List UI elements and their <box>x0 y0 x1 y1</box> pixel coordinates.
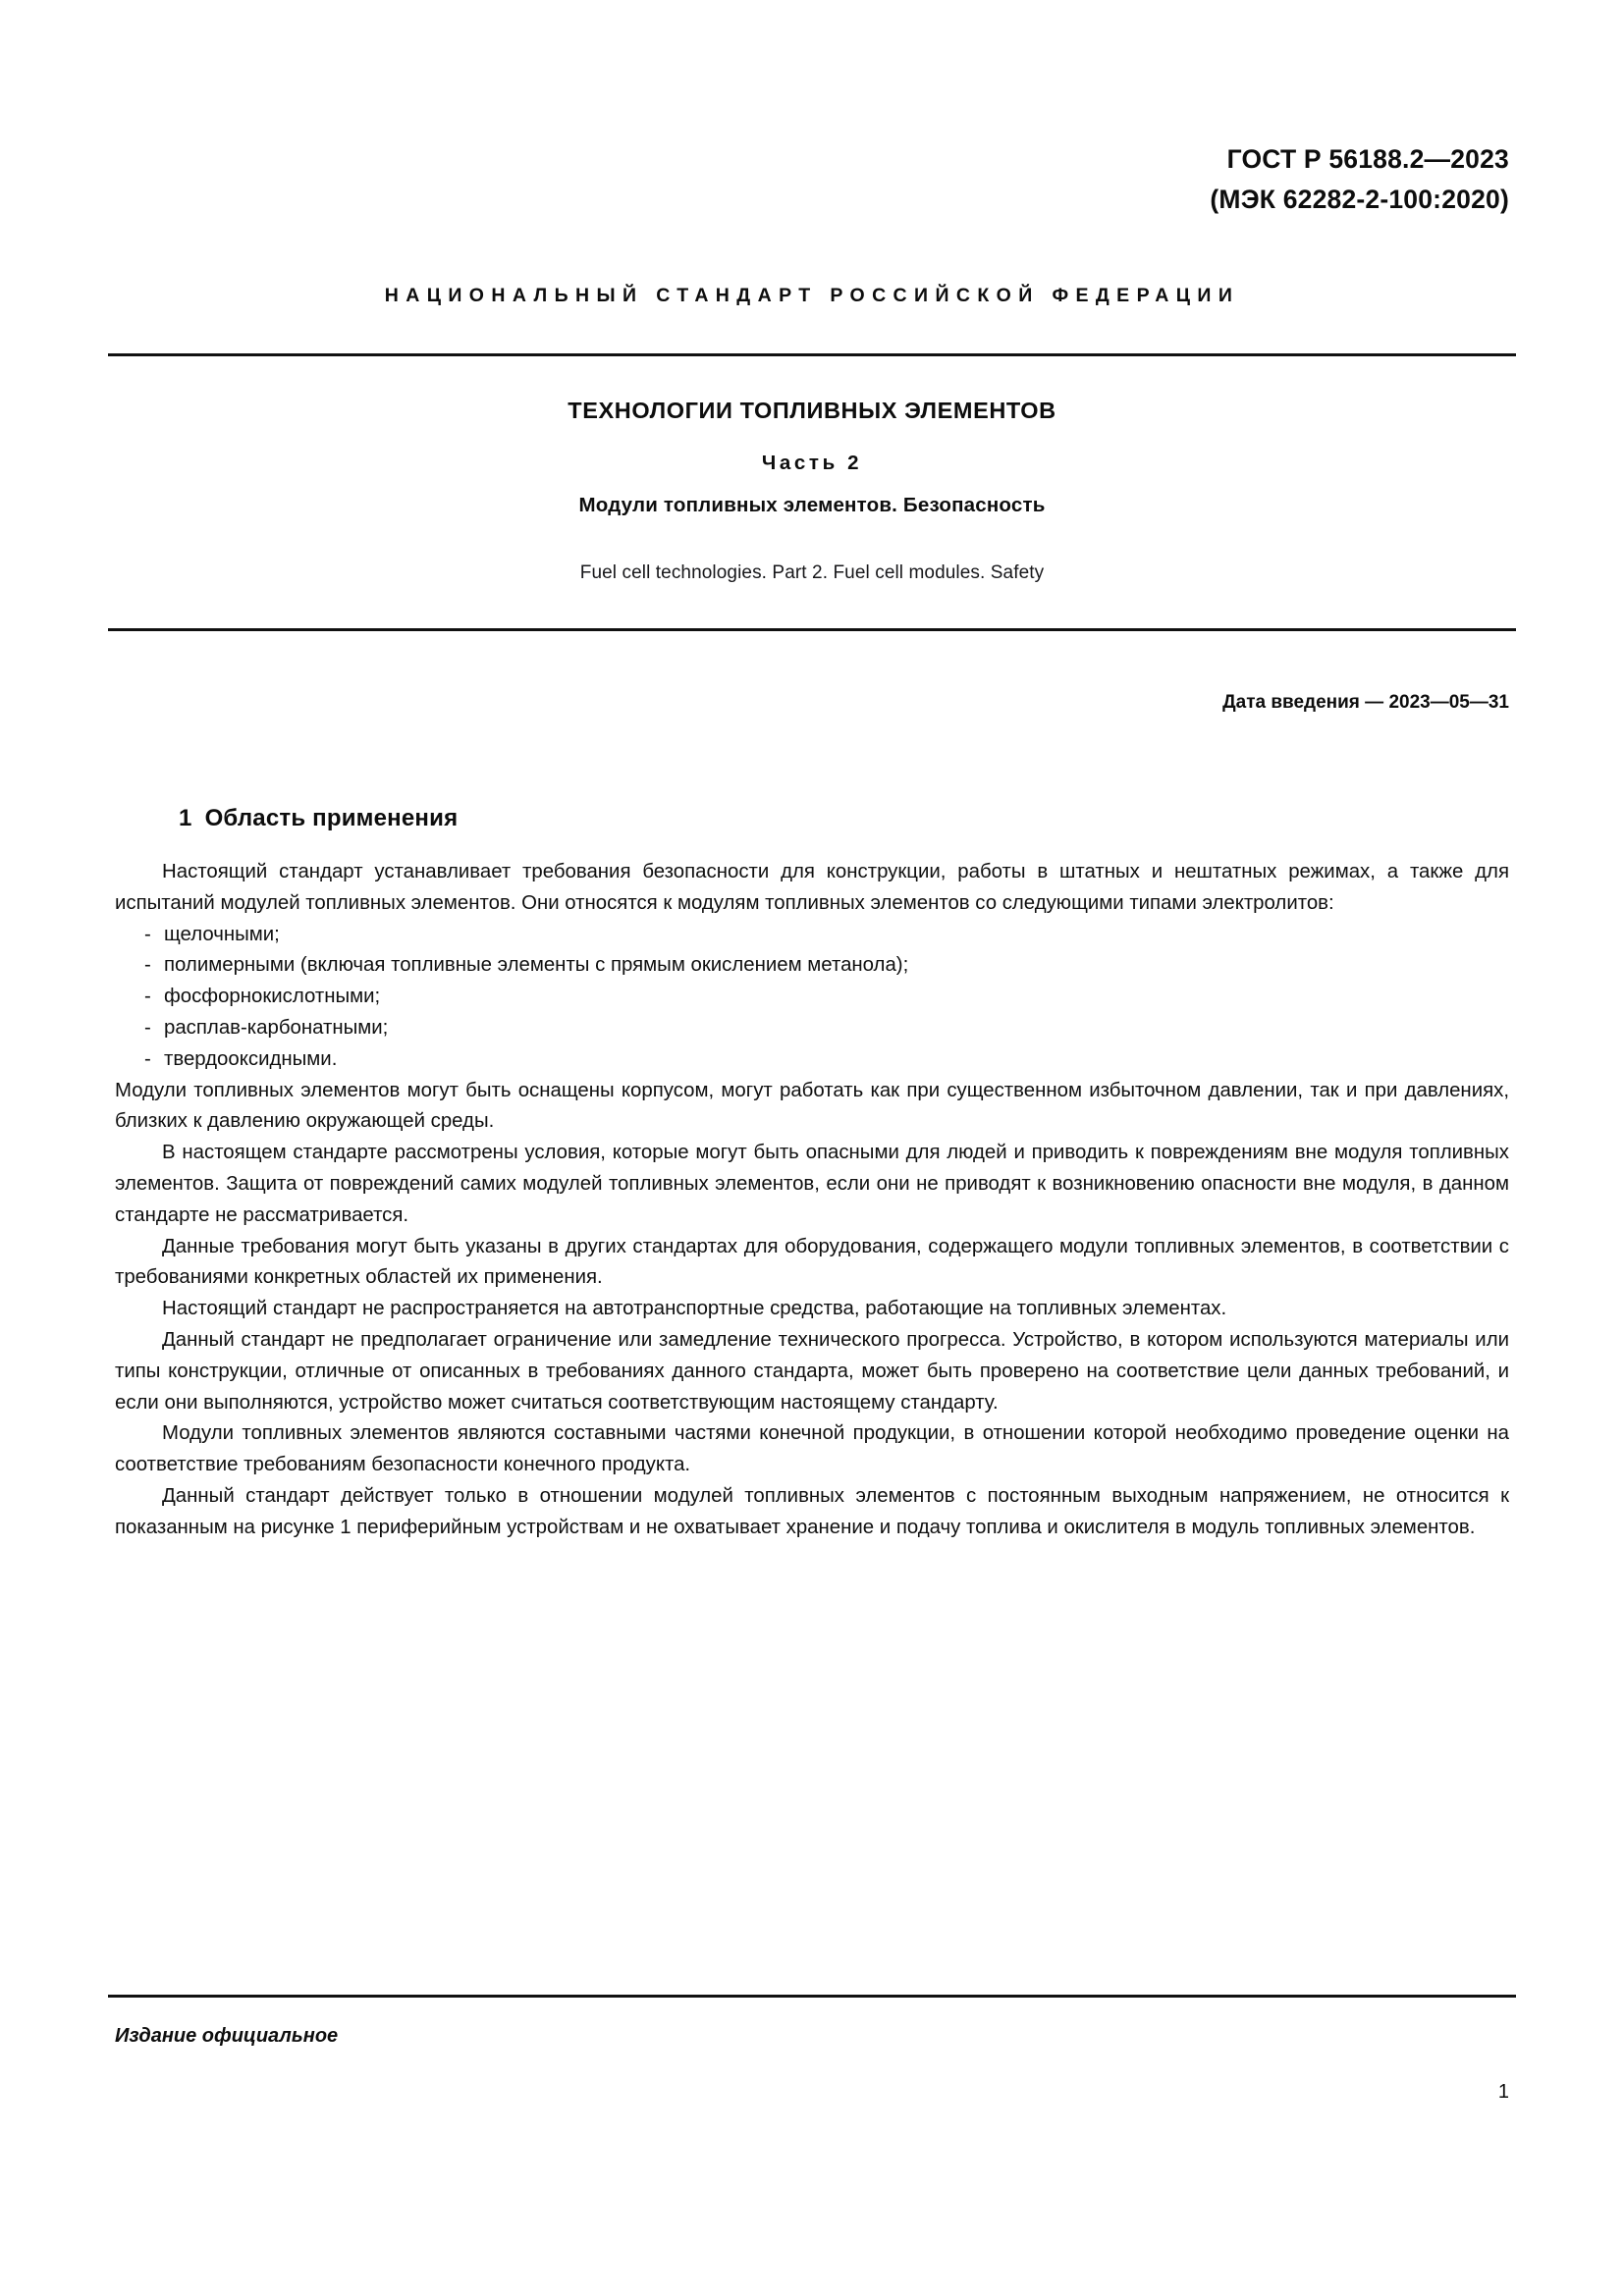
list-item-label: полимерными (включая топливные элементы с прямым окислением метанола); <box>164 954 909 977</box>
list-item-label: твердооксидными. <box>164 1047 338 1070</box>
list-dash: - <box>144 1016 151 1039</box>
list-item <box>115 920 1509 951</box>
paragraph: Модули топливных элементов являются составными частями конечной продукции, в отношении которой необходимо проведение оценки на соответствие требованиям безопасности конечного продукта. <box>115 1422 1509 1476</box>
document-title-english: Fuel cell technologies. Part 2. Fuel cell modules. Safety <box>579 562 1045 583</box>
document-title: ТЕХНОЛОГИИ ТОПЛИВНЫХ ЭЛЕМЕНТОВ <box>568 398 1056 423</box>
list-item <box>115 950 1509 982</box>
list-dash: - <box>144 923 151 945</box>
list-item-label: щелочными; <box>164 923 280 945</box>
paragraph: Настоящий стандарт устанавливает требования безопасности для конструкции, работы в штатных и нештатных режимах, а также для испытаний модулей топливных элементов. Они относятся к модулям топливных элементов со следующими типами электролитов: <box>115 861 1509 914</box>
divider-bottom <box>108 628 1516 631</box>
section-title: Область применения <box>204 805 459 831</box>
list-item-label: фосфорнокислотными; <box>164 986 381 1008</box>
standard-code-line-1: ГОСТ Р 56188.2—2023 <box>1226 144 1509 174</box>
document-part: Часть 2 <box>761 452 863 474</box>
divider-top <box>108 353 1516 356</box>
standard-code-line-2: (МЭК 62282-2-100:2020) <box>1210 185 1509 215</box>
document-subtitle: Модули топливных элементов. Безопасность <box>578 494 1046 516</box>
list-dash: - <box>144 954 151 977</box>
paragraph: Данные требования могут быть указаны в других стандартах для оборудования, содержащего модули топливных элементов, в соответствии с требованиями конкретных областей их применения. <box>115 1235 1509 1289</box>
list-item <box>115 1013 1509 1044</box>
paragraph: Данный стандарт не предполагает ограничение или замедление технического прогресса. Устройство, в котором используются материалы или типы конструкции, отличные от описанных в требованиях данного стандарта, может быть проверено на соответствие цели данных требований, и если они выполняются, устройство может считаться соответствующим настоящему стандарту. <box>115 1328 1509 1414</box>
section-body <box>115 857 1509 1544</box>
list-item <box>115 1044 1509 1076</box>
official-edition-note: Издание официальное <box>115 2025 339 2047</box>
list-item-label: расплав-карбонатными; <box>164 1016 389 1039</box>
paragraph: В настоящем стандарте рассмотрены условия, которые могут быть опасными для людей и приводить к повреждениям вне модуля топливных элементов. Защита от повреждений самих модулей топливных элементов, если они не приводят к возникновению опасности вне модуля, в данном стандарте не рассматривается. <box>115 1142 1509 1226</box>
national-standard-banner: НАЦИОНАЛЬНЫЙ СТАНДАРТ РОССИЙСКОЙ ФЕДЕРАЦИИ <box>384 285 1240 306</box>
page-number: 1 <box>1497 2081 1509 2103</box>
divider-footer <box>108 1995 1516 1998</box>
paragraph: Модули топливных элементов могут быть оснащены корпусом, могут работать как при существенном избыточном давлении, так и при давлениях, близких к давлению окружающей среды. <box>115 1079 1509 1133</box>
list-item <box>115 982 1509 1013</box>
electrolyte-types-list <box>115 920 1509 1076</box>
list-dash: - <box>144 986 151 1008</box>
list-dash: - <box>144 1047 151 1070</box>
standard-code <box>1210 139 1509 220</box>
section-number: 1 <box>179 805 192 831</box>
section-heading <box>179 805 458 832</box>
paragraph: Настоящий стандарт не распространяется на автотранспортные средства, работающие на топливных элементах. <box>162 1298 1227 1320</box>
introduction-date: Дата введения — 2023—05—31 <box>1222 692 1509 713</box>
paragraph: Данный стандарт действует только в отношении модулей топливных элементов с постоянным выходным напряжением, не относится к показанным на рисунке 1 периферийным устройствам и не охватывает хранение и подачу топлива и окислителя в модуль топливных элементов. <box>115 1484 1509 1538</box>
